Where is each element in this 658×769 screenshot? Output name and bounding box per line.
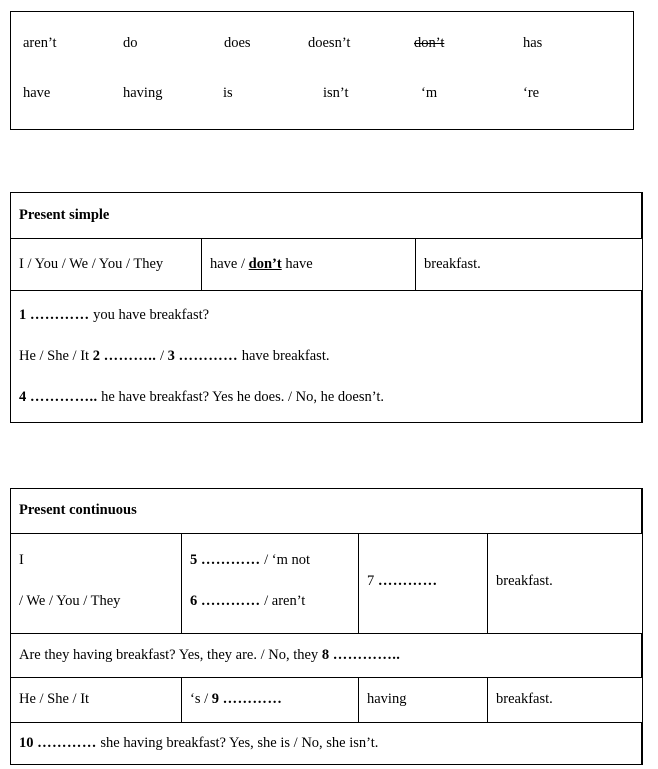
- blank-dots-10[interactable]: …………: [37, 734, 97, 751]
- present-simple-object: breakfast.: [424, 255, 481, 272]
- exercise-line-2: [19, 347, 633, 367]
- question-line-1: [19, 646, 633, 666]
- exercise-line-1-text: you have breakfast?: [89, 306, 210, 323]
- third-person-verb: having: [367, 691, 407, 708]
- aux-prefix: ‘s /: [190, 691, 212, 708]
- word-bank-item-having[interactable]: having: [123, 85, 163, 101]
- present-continuous-question-row-1: [11, 634, 642, 678]
- present-continuous-aux-cell: [182, 534, 359, 633]
- blank-number-10[interactable]: 10: [19, 734, 34, 751]
- word-bank-item-has[interactable]: has: [523, 35, 543, 51]
- blank-number-9[interactable]: 9: [211, 691, 219, 708]
- present-simple-object-cell: [416, 239, 642, 290]
- verb-plain: have /: [210, 255, 249, 272]
- third-person-object-cell: [488, 678, 642, 722]
- present-simple-verb-cell: [202, 239, 416, 290]
- question-line-2: [19, 734, 633, 754]
- present-continuous-question-row-2: [11, 723, 642, 764]
- third-person-aux-cell: [182, 678, 359, 722]
- word-bank-item-do[interactable]: do: [123, 35, 138, 51]
- question-line-1-text: Are they having breakfast? Yes, they are. / No, they: [19, 646, 322, 663]
- present-simple-subject: I / You / We / You / They: [19, 255, 164, 272]
- present-continuous-subject-cell: [11, 534, 182, 633]
- word-bank-item-re[interactable]: ‘re: [523, 85, 540, 101]
- present-simple-header-cell: [11, 193, 642, 238]
- present-continuous-verb-cell: [359, 534, 488, 633]
- verb-blank-line: [367, 572, 479, 592]
- exercise-line-2-lead: He / She / It: [19, 347, 93, 364]
- blank-number-1[interactable]: 1: [19, 306, 27, 323]
- exercise-line-2-mid: /: [156, 347, 168, 364]
- blank-number-7[interactable]: 7: [367, 572, 375, 589]
- exercise-line-3-text: he have breakfast? Yes he does. / No, he doesn’t.: [97, 388, 384, 405]
- blank-number-5[interactable]: 5: [190, 551, 198, 568]
- present-continuous-question-cell-2: [11, 723, 642, 764]
- word-bank-item-is[interactable]: is: [223, 85, 233, 101]
- exercise-line-2-text: have breakfast.: [238, 347, 330, 364]
- word-bank-row-2: [11, 82, 633, 104]
- blank-number-3[interactable]: 3: [167, 347, 175, 364]
- present-continuous-third-person-row: [11, 678, 642, 723]
- aux-line-2-text: / aren’t: [260, 593, 306, 610]
- present-simple-subject-cell: [11, 239, 202, 290]
- blank-dots-6[interactable]: …………: [200, 593, 261, 610]
- present-continuous-title: Present continuous: [19, 502, 137, 519]
- present-continuous-object: breakfast.: [496, 572, 553, 589]
- aux-line-1-text: / ‘m not: [260, 551, 311, 568]
- question-line-2-text: she having breakfast? Yes, she is / No, she isn’t.: [96, 734, 379, 751]
- blank-dots-8[interactable]: …………..: [332, 646, 401, 663]
- blank-dots-2[interactable]: ………..: [103, 347, 157, 364]
- present-simple-exercise-cell: [11, 291, 642, 422]
- word-bank-row-1: [11, 32, 633, 54]
- blank-number-8[interactable]: 8: [321, 646, 330, 663]
- present-simple-verb-phrase: [210, 255, 407, 275]
- present-simple-title: Present simple: [19, 206, 110, 223]
- present-continuous-subject-line-1: I: [19, 551, 24, 568]
- present-continuous-question-cell-1: [11, 634, 642, 677]
- verb-negative-dont: don’t: [248, 255, 282, 272]
- blank-dots-7[interactable]: …………: [377, 572, 438, 589]
- present-continuous-header-cell: [11, 489, 642, 533]
- blank-dots-1[interactable]: …………: [29, 306, 90, 323]
- third-person-object: breakfast.: [496, 691, 553, 708]
- present-simple-affirmative-row: [11, 239, 642, 291]
- present-continuous-table: [10, 488, 643, 765]
- word-bank-item-doesnt[interactable]: doesn’t: [308, 35, 351, 51]
- present-continuous-object-cell: [488, 534, 642, 633]
- word-bank-item-arent[interactable]: aren’t: [23, 35, 57, 51]
- exercise-line-3: [19, 388, 633, 408]
- present-simple-table: [10, 192, 643, 423]
- present-simple-header-row: [11, 193, 642, 239]
- blank-dots-4[interactable]: …………..: [29, 388, 98, 405]
- word-bank-item-isnt[interactable]: isn’t: [323, 85, 349, 101]
- present-simple-exercise-row: [11, 291, 642, 422]
- exercise-line-1: [19, 306, 633, 326]
- aux-line-2: [190, 592, 350, 612]
- word-bank-item-dont[interactable]: don’t: [414, 35, 445, 51]
- third-person-verb-cell: [359, 678, 488, 722]
- third-person-subject: He / She / It: [19, 691, 90, 708]
- blank-dots-9[interactable]: …………: [222, 691, 283, 708]
- present-continuous-negative-row: [11, 534, 642, 634]
- third-person-aux: [190, 690, 350, 710]
- blank-number-4[interactable]: 4: [19, 388, 27, 405]
- blank-number-2[interactable]: 2: [92, 347, 100, 364]
- blank-number-6[interactable]: 6: [190, 593, 198, 610]
- blank-dots-5[interactable]: …………: [200, 551, 261, 568]
- word-bank-box: [10, 11, 634, 130]
- present-continuous-header-row: [11, 489, 642, 534]
- word-bank-item-have[interactable]: have: [23, 85, 51, 101]
- present-continuous-subject-line-2: / We / You / They: [19, 593, 121, 610]
- word-bank-item-does[interactable]: does: [224, 35, 251, 51]
- aux-line-1: [190, 551, 350, 571]
- blank-dots-3[interactable]: …………: [178, 347, 239, 364]
- third-person-subject-cell: [11, 678, 182, 722]
- word-bank-item-m[interactable]: ‘m: [421, 85, 438, 101]
- verb-tail: have: [281, 255, 313, 272]
